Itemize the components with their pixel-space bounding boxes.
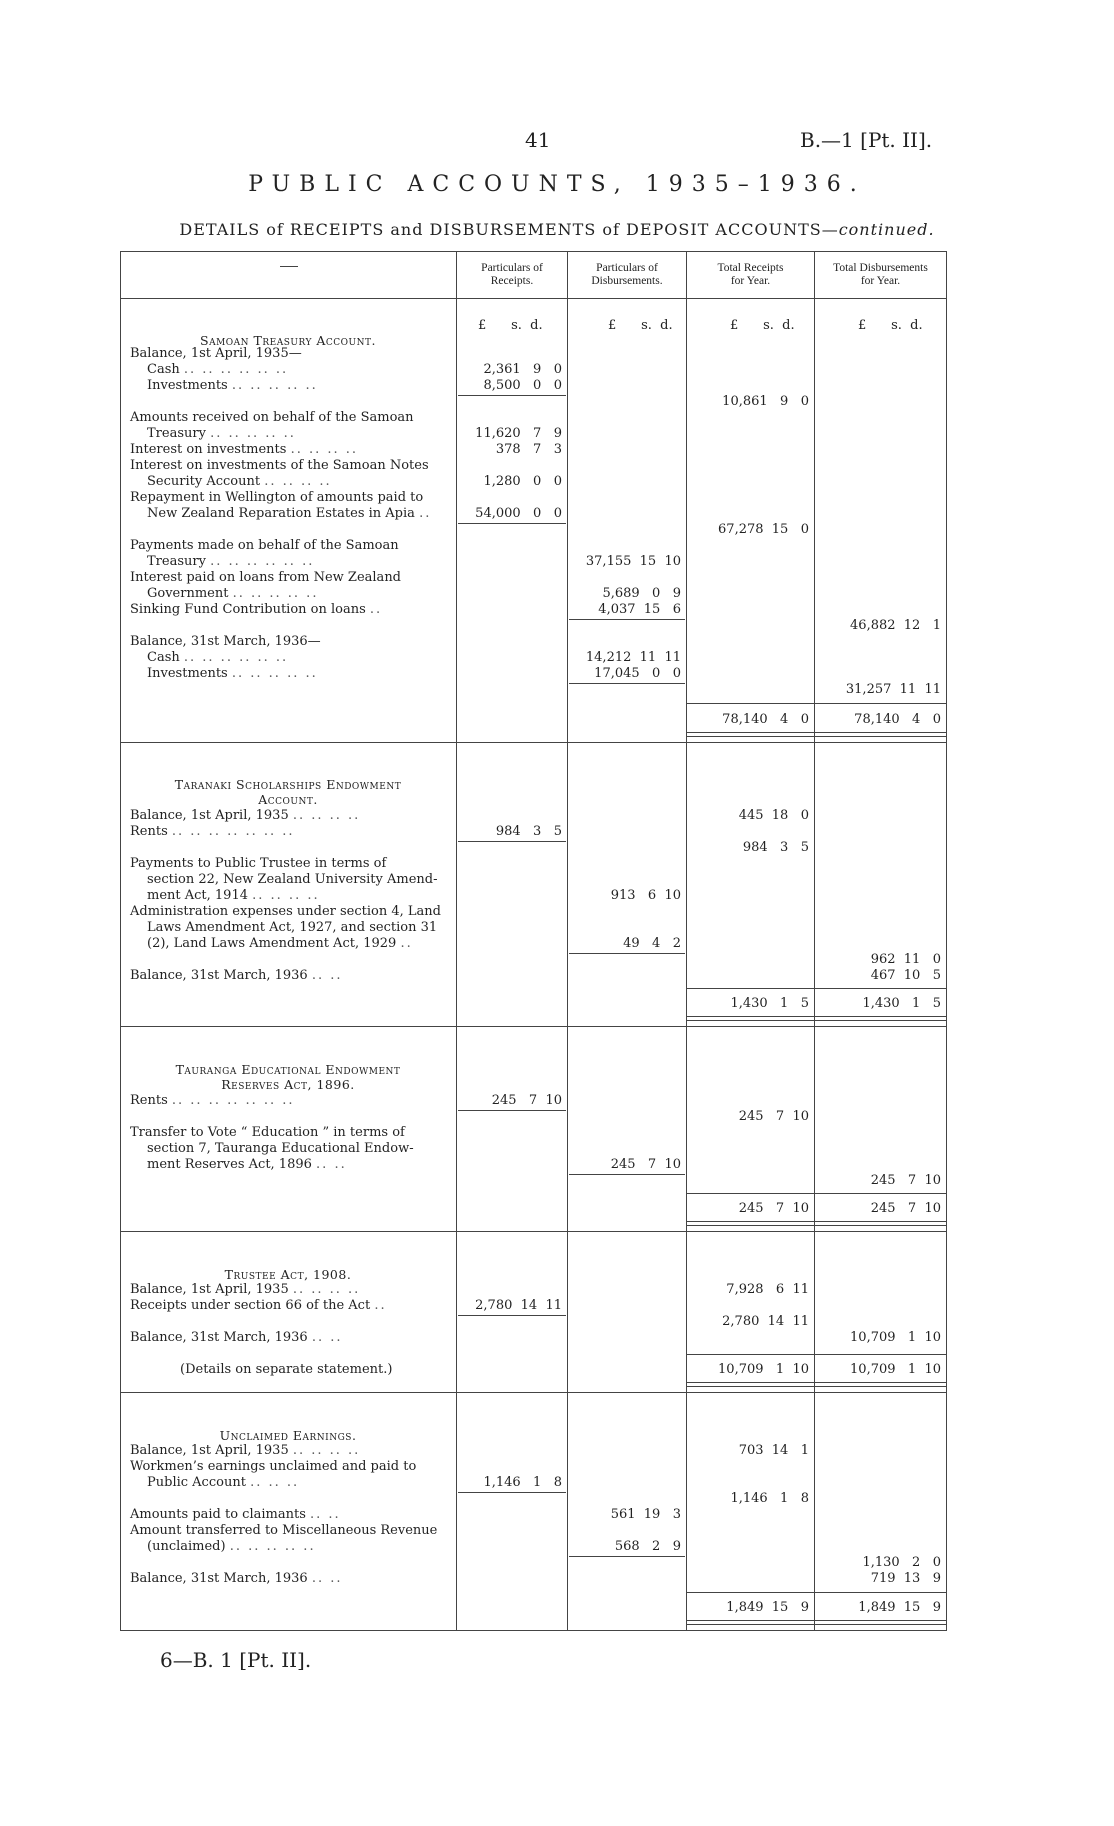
total-disbursement-value: 10,709 1 10	[850, 1330, 941, 1345]
line-label: ment Reserves Act, 1896 .. ..	[147, 1157, 347, 1172]
line-label: New Zealand Reparation Estates in Apia ..	[147, 506, 432, 521]
header-dash	[280, 266, 298, 267]
line-label: Interest paid on loans from New Zealand	[130, 570, 402, 585]
section-rule	[120, 1231, 946, 1232]
line-label: Sinking Fund Contribution on loans ..	[130, 602, 383, 617]
table-right-rule	[946, 251, 947, 1631]
receipt-value: 8,500 0 0	[483, 378, 562, 393]
line-label: Balance, 1st April, 1935—	[130, 346, 302, 361]
header-rule	[120, 298, 946, 299]
rule	[687, 1592, 946, 1593]
col-particulars-receipts: Particulars of Receipts.	[481, 262, 543, 287]
line-label: Balance, 31st March, 1936 .. ..	[130, 968, 343, 983]
line-label: Security Account .. .. .. ..	[147, 474, 332, 489]
line-label: Cash .. .. .. .. .. ..	[147, 650, 289, 665]
line-label: Balance, 1st April, 1935 .. .. .. ..	[130, 1282, 361, 1297]
rule	[687, 703, 946, 704]
rule	[458, 1110, 566, 1111]
total-disbursement-value: 245 7 10	[870, 1201, 941, 1216]
line-label: (Details on separate statement.)	[180, 1362, 393, 1377]
total-disbursement-value: 1,430 1 5	[862, 996, 941, 1011]
rule	[458, 841, 566, 842]
receipt-value: 2,361 9 0	[483, 362, 562, 377]
disbursement-value: 5,689 0 9	[602, 586, 681, 601]
line-label: (2), Land Laws Amendment Act, 1929 ..	[147, 936, 413, 951]
line-label: Rents .. .. .. .. .. .. ..	[130, 824, 295, 839]
section-rule	[120, 1026, 946, 1027]
table-left-rule	[120, 251, 121, 1631]
section-rule	[120, 742, 946, 743]
total-receipt-value: 10,861 9 0	[722, 394, 809, 409]
line-label: Repayment in Wellington of amounts paid to	[130, 490, 424, 505]
line-label: section 22, New Zealand University Amend-	[147, 872, 438, 887]
line-label: Cash .. .. .. .. .. ..	[147, 362, 289, 377]
rule	[569, 1174, 685, 1175]
receipt-value: 378 7 3	[495, 442, 562, 457]
line-label: Interest on investments of the Samoan Notes	[130, 458, 429, 473]
col-rule-3	[686, 251, 687, 1631]
line-label: section 7, Tauranga Educational Endow-	[147, 1141, 414, 1156]
rule	[569, 953, 685, 954]
section-heading-trustee: Trustee Act, 1908.	[224, 1267, 352, 1282]
line-label: Balance, 31st March, 1936 .. ..	[130, 1330, 343, 1345]
total-disbursement-value: 962 11 0	[870, 952, 941, 967]
total-receipt-value: 10,709 1 10	[718, 1362, 809, 1377]
col-total-disbursements: Total Disbursements for Year.	[833, 262, 928, 287]
col-total-receipts: Total Receipts for Year.	[717, 262, 784, 287]
line-label: Amount transferred to Miscellaneous Revenue	[130, 1523, 438, 1538]
disbursement-value: 4,037 15 6	[598, 602, 681, 617]
total-disbursement-value: 31,257 11 11	[845, 682, 941, 697]
line-label: (unclaimed) .. .. .. .. ..	[147, 1539, 316, 1554]
page-subtitle: DETAILS of RECEIPTS and DISBURSEMENTS of DEPOSIT ACCOUNTS—continued.	[179, 220, 935, 239]
receipt-value: 1,280 0 0	[483, 474, 562, 489]
rule	[458, 523, 566, 524]
currency-header: £ s. d.	[478, 318, 543, 333]
total-receipt-value: 7,928 6 11	[726, 1282, 809, 1297]
document-reference: B.—1 [Pt. II].	[800, 128, 933, 152]
col-rule-1	[456, 251, 457, 1631]
line-label: Laws Amendment Act, 1927, and section 31	[147, 920, 438, 935]
line-label: Workmen’s earnings unclaimed and paid to	[130, 1459, 417, 1474]
col-particulars-disbursements: Particulars of Disbursements.	[591, 262, 663, 287]
rule	[458, 395, 566, 396]
line-label: Treasury .. .. .. .. ..	[147, 426, 296, 441]
total-disbursement-value: 1,130 2 0	[862, 1555, 941, 1570]
line-label: Amounts received on behalf of the Samoan	[130, 410, 414, 425]
total-receipt-value: 245 7 10	[738, 1109, 809, 1124]
total-disbursement-value: 1,849 15 9	[858, 1600, 941, 1615]
table-bottom-rule	[120, 1630, 946, 1631]
table-top-rule	[120, 251, 946, 252]
receipt-value: 2,780 14 11	[475, 1298, 562, 1313]
section-heading-samoan: Samoan Treasury Account.	[200, 333, 376, 348]
col-rule-4	[814, 251, 815, 1631]
rule	[569, 1556, 685, 1557]
total-receipt-value: 245 7 10	[738, 1201, 809, 1216]
total-receipt-value: 1,430 1 5	[730, 996, 809, 1011]
rule	[687, 1382, 946, 1387]
total-disbursement-value: 467 10 5	[870, 968, 941, 983]
line-label: Treasury .. .. .. .. .. ..	[147, 554, 315, 569]
rule	[687, 732, 946, 737]
total-disbursement-value: 46,882 12 1	[850, 618, 941, 633]
page-number: 41	[525, 128, 551, 152]
line-label: Payments to Public Trustee in terms of	[130, 856, 387, 871]
receipt-value: 54,000 0 0	[475, 506, 562, 521]
receipt-value: 984 3 5	[495, 824, 562, 839]
rule	[687, 1221, 946, 1226]
rule	[458, 1315, 566, 1316]
line-label: Amounts paid to claimants .. ..	[130, 1507, 341, 1522]
total-receipt-value: 445 18 0	[738, 808, 809, 823]
rule	[458, 1492, 566, 1493]
line-label: Balance, 1st April, 1935 .. .. .. ..	[130, 808, 361, 823]
total-receipt-value: 67,278 15 0	[718, 522, 809, 537]
disbursement-value: 14,212 11 11	[585, 650, 681, 665]
disbursement-value: 37,155 15 10	[585, 554, 681, 569]
disbursement-value: 17,045 0 0	[594, 666, 681, 681]
receipt-value: 245 7 10	[491, 1093, 562, 1108]
rule	[687, 1354, 946, 1355]
total-receipt-value: 984 3 5	[742, 840, 809, 855]
total-disbursement-value: 245 7 10	[870, 1173, 941, 1188]
disbursement-value: 561 19 3	[610, 1507, 681, 1522]
currency-header: £ s. d.	[608, 318, 673, 333]
line-label: Public Account .. .. ..	[147, 1475, 300, 1490]
currency-header: £ s. d.	[858, 318, 923, 333]
section-rule	[120, 1392, 946, 1393]
disbursement-value: 245 7 10	[610, 1157, 681, 1172]
total-disbursement-value: 719 13 9	[870, 1571, 941, 1586]
rule	[687, 1193, 946, 1194]
total-receipt-value: 78,140 4 0	[722, 712, 809, 727]
line-label: Investments .. .. .. .. ..	[147, 666, 318, 681]
total-receipt-value: 1,849 15 9	[726, 1600, 809, 1615]
total-receipt-value: 2,780 14 11	[722, 1314, 809, 1329]
line-label: Transfer to Vote “ Education ” in terms of	[130, 1125, 405, 1140]
line-label: Balance, 31st March, 1936 .. ..	[130, 1571, 343, 1586]
line-label: Balance, 31st March, 1936—	[130, 634, 321, 649]
receipt-value: 1,146 1 8	[483, 1475, 562, 1490]
currency-header: £ s. d.	[730, 318, 795, 333]
total-disbursement-value: 78,140 4 0	[854, 712, 941, 727]
total-disbursement-value: 10,709 1 10	[850, 1362, 941, 1377]
line-label: ment Act, 1914 .. .. .. ..	[147, 888, 320, 903]
rule	[687, 1620, 946, 1625]
line-label: Interest on investments .. .. .. ..	[130, 442, 359, 457]
section-heading-unclaimed: Unclaimed Earnings.	[219, 1428, 357, 1443]
line-label: Government .. .. .. .. ..	[147, 586, 319, 601]
line-label: Balance, 1st April, 1935 .. .. .. ..	[130, 1443, 361, 1458]
rule	[569, 619, 685, 620]
rule	[687, 988, 946, 989]
disbursement-value: 568 2 9	[614, 1539, 681, 1554]
section-heading-taranaki: Taranaki Scholarships Endowment Account.	[174, 777, 402, 807]
rule	[687, 1016, 946, 1021]
line-label: Receipts under section 66 of the Act ..	[130, 1298, 387, 1313]
disbursement-value: 913 6 10	[610, 888, 681, 903]
page-footer: 6—B. 1 [Pt. II].	[160, 1648, 312, 1672]
line-label: Payments made on behalf of the Samoan	[130, 538, 399, 553]
receipt-value: 11,620 7 9	[475, 426, 562, 441]
line-label: Administration expenses under section 4, Land	[130, 904, 441, 919]
total-receipt-value: 703 14 1	[738, 1443, 809, 1458]
total-receipt-value: 1,146 1 8	[730, 1491, 809, 1506]
section-heading-tauranga: Tauranga Educational Endowment Reserves Act, 1896.	[175, 1062, 401, 1092]
page-title: PUBLIC ACCOUNTS, 1935–1936.	[248, 172, 866, 197]
line-label: Investments .. .. .. .. ..	[147, 378, 318, 393]
disbursement-value: 49 4 2	[623, 936, 681, 951]
rule	[569, 683, 685, 684]
line-label: Rents .. .. .. .. .. .. ..	[130, 1093, 295, 1108]
